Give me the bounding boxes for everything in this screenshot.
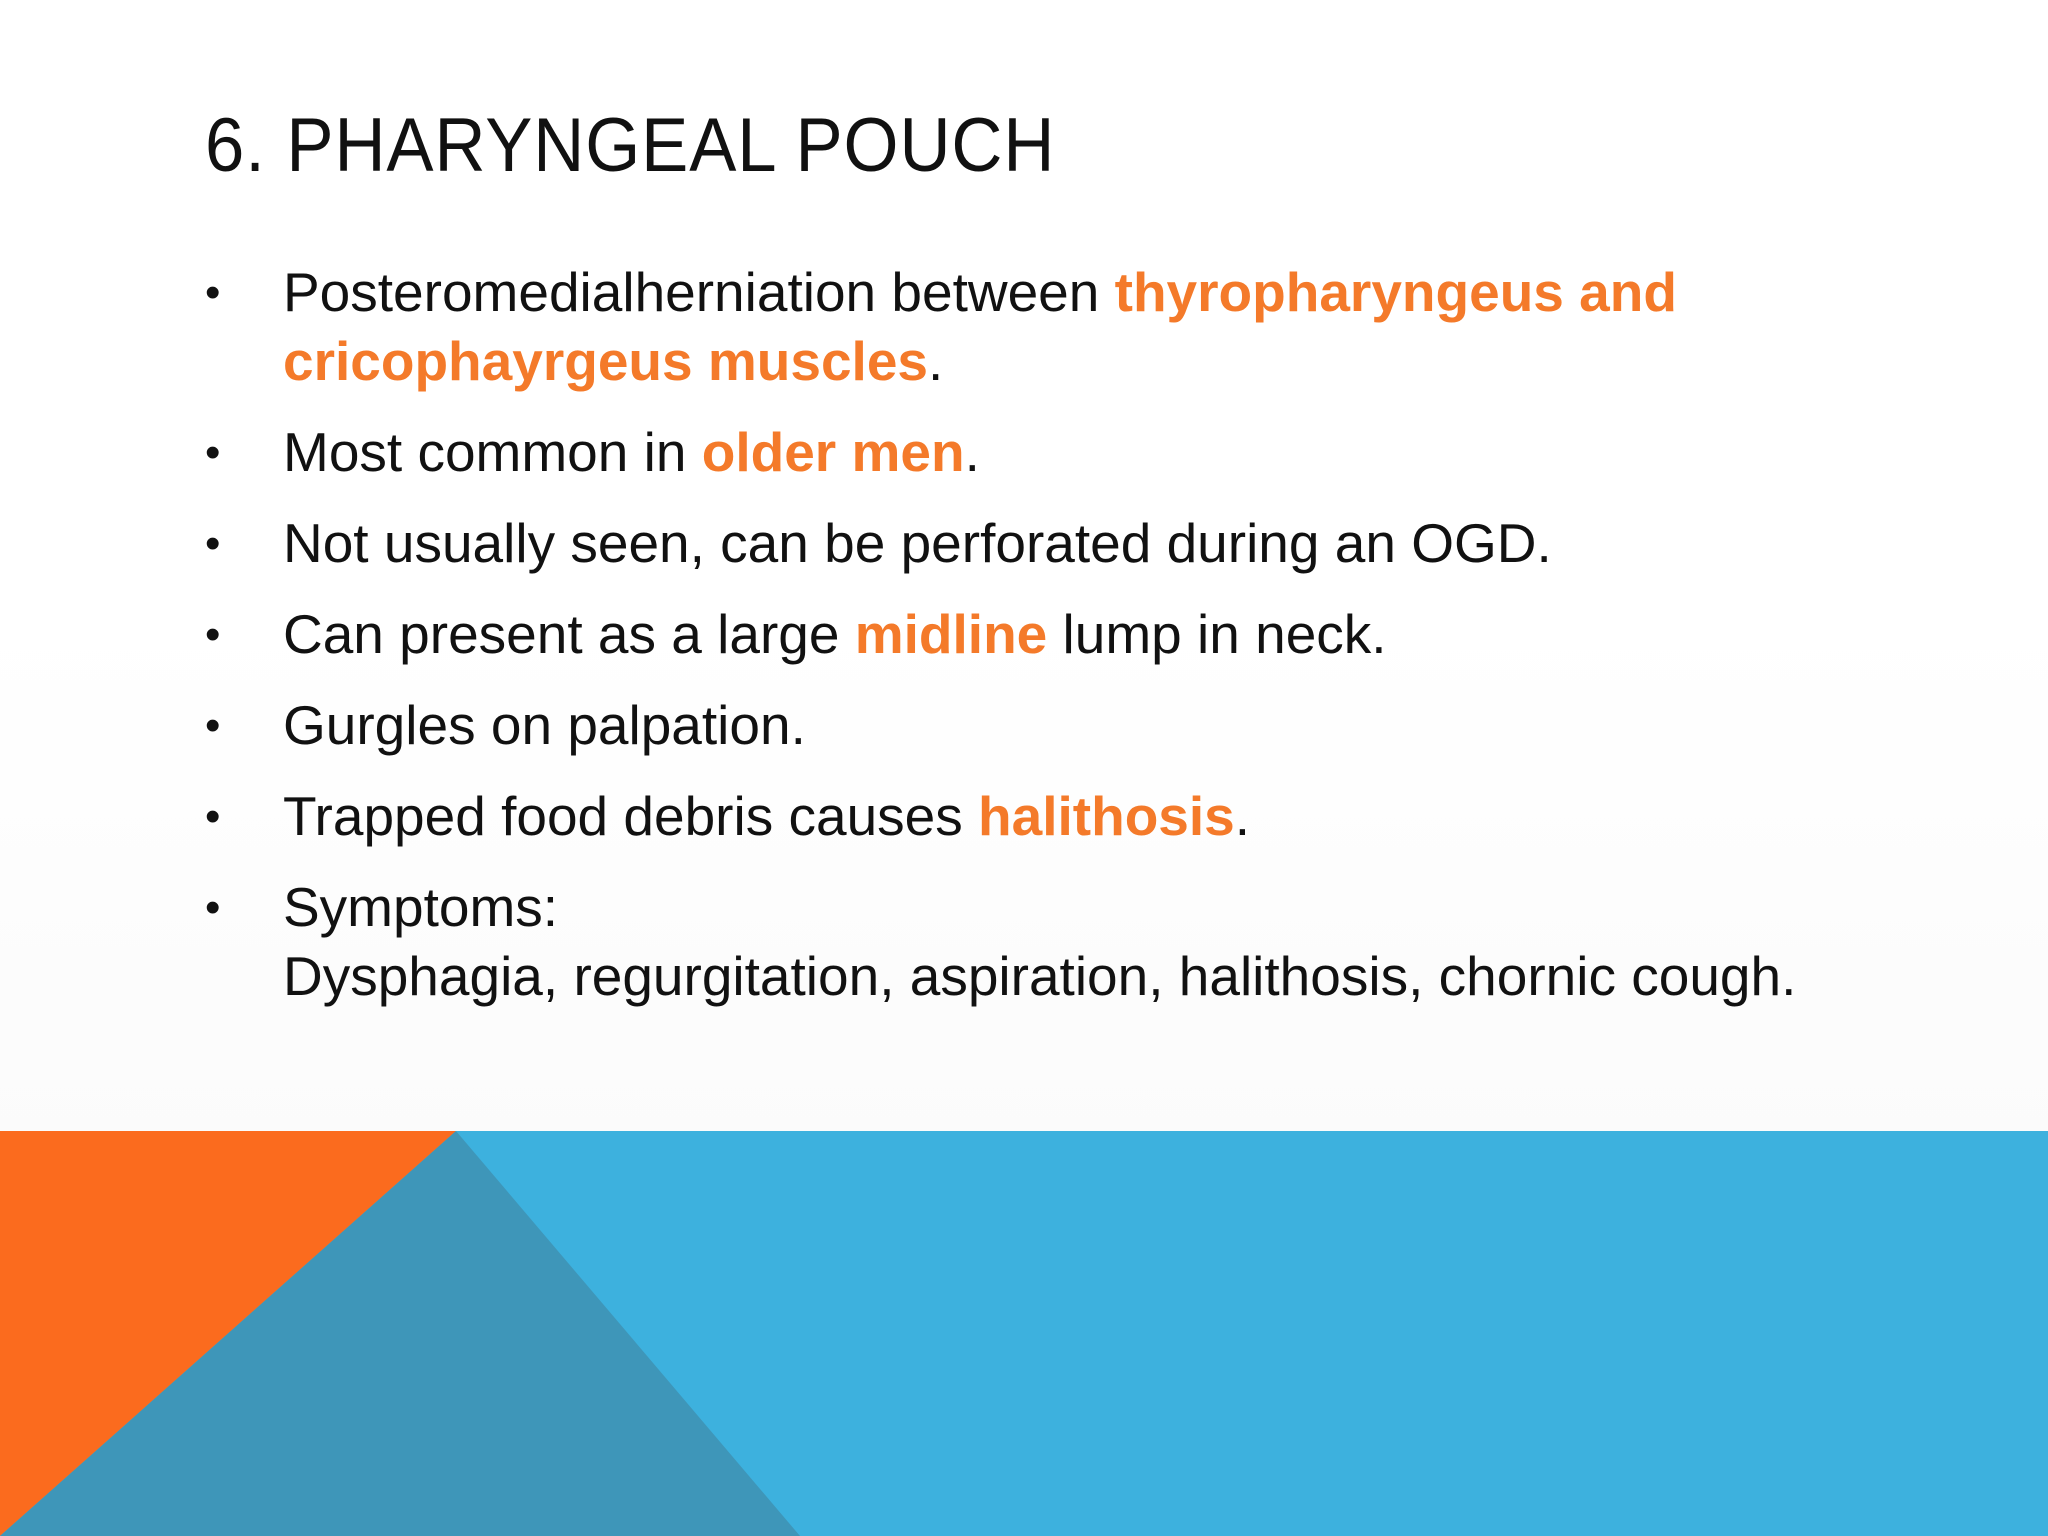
bullet-text: Not usually seen, can be perforated during an OGD. <box>283 512 1552 574</box>
bullet-item-midline-lump <box>205 600 1885 669</box>
bullet-highlight: older men <box>701 421 965 483</box>
bullet-icon: • <box>205 701 221 750</box>
bullet-icon: • <box>205 610 221 659</box>
bullet-item-halithosis <box>205 782 1885 851</box>
bullet-icon: • <box>205 792 221 841</box>
bullet-text-end: . <box>928 330 944 392</box>
bullet-text: Can present as a large <box>283 603 855 665</box>
bullet-item-older-men <box>205 418 1885 487</box>
bullet-icon: • <box>205 268 221 317</box>
bullet-text: Most common in <box>283 421 702 483</box>
bullet-text-end: . <box>964 421 980 483</box>
bullet-highlight: midline <box>854 603 1048 665</box>
bullet-text: Posteromedialherniation between <box>283 261 1115 323</box>
bullet-icon: • <box>205 428 221 477</box>
bullet-highlight: thyropharyngeus and cricophayrgeus muscles <box>283 261 1677 392</box>
bullet-icon: • <box>205 519 221 568</box>
bullet-text-end: lump in neck. <box>1047 603 1387 665</box>
bullet-text-end: . <box>1234 785 1251 847</box>
slide-title: 6. PHARYNGEAL POUCH <box>205 103 1056 188</box>
bullet-list <box>205 258 1885 1033</box>
bullet-symptom-list: Dysphagia, regurgitation, aspiration, halithosis, chornic cough. <box>283 945 1797 1007</box>
bullet-item-symptoms <box>205 873 1885 1011</box>
footer-decoration <box>0 1131 2048 1536</box>
bullet-text: Gurgles on palpation. <box>283 694 806 756</box>
bullet-icon: • <box>205 883 221 932</box>
bullet-text: Trapped food debris causes <box>283 785 979 847</box>
bullet-heading: Symptoms: <box>283 876 559 938</box>
bullet-item-ogd <box>205 509 1885 578</box>
bullet-item-gurgles <box>205 691 1885 760</box>
bullet-highlight: halithosis <box>978 785 1235 847</box>
bullet-item-herniation <box>205 258 1885 396</box>
